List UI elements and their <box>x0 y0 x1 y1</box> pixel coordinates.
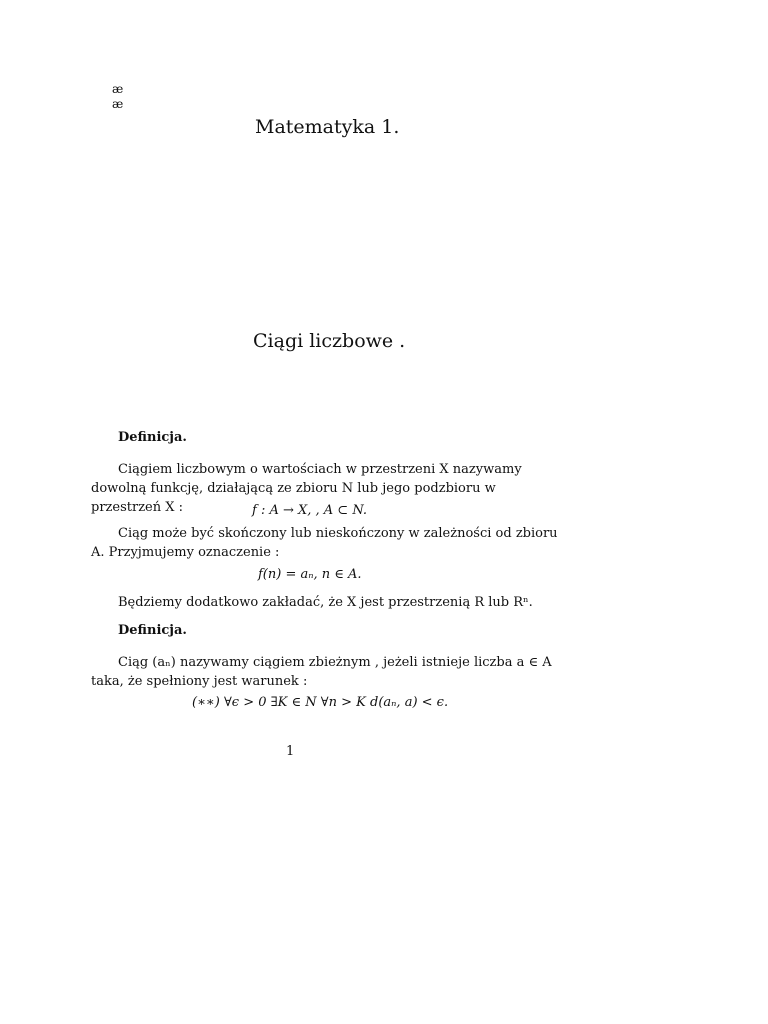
paragraph-finite-infinite <box>91 524 561 562</box>
paragraph-assumption-text: Będziemy dodatkowo zakładać, że X jest przestrzenią R lub Rⁿ. <box>118 595 533 610</box>
formula-convergence: (∗∗) ∀ϵ > 0 ∃K ∈ N ∀n > K d(aₙ, a) < ϵ. <box>192 695 449 710</box>
document-subtitle: Ciągi liczbowe . <box>253 330 406 352</box>
definition-heading-2: Definicja. <box>118 623 187 638</box>
header-glyph-1: æ <box>112 82 124 96</box>
definition-heading-1: Definicja. <box>118 430 187 445</box>
paragraph-finite-infinite-text: Ciąg może być skończony lub nieskończony w zależności od zbioru A. Przyjmujemy oznaczenie : <box>91 526 558 560</box>
header-glyph-2: æ <box>112 97 124 111</box>
formula-notation: f(n) = aₙ, n ∈ A. <box>258 567 362 582</box>
page-number: 1 <box>286 744 295 759</box>
paragraph-assumption <box>91 593 561 612</box>
definition-paragraph-1-text: Ciągiem liczbowym o wartościach w przestrzeni X nazywamy dowolną funkcję, działającą ze zbioru N lub jego podzbioru w przestrzeń X : <box>91 462 522 515</box>
definition-paragraph-2 <box>91 653 561 691</box>
formula-mapping: f : A → X, , A ⊂ N. <box>252 503 368 518</box>
definition-paragraph-2-text: Ciąg (aₙ) nazywamy ciągiem zbieżnym , jeżeli istnieje liczba a ∈ A taka, że spełniony jest warunek : <box>91 655 552 689</box>
document-title: Matematyka 1. <box>255 116 400 138</box>
